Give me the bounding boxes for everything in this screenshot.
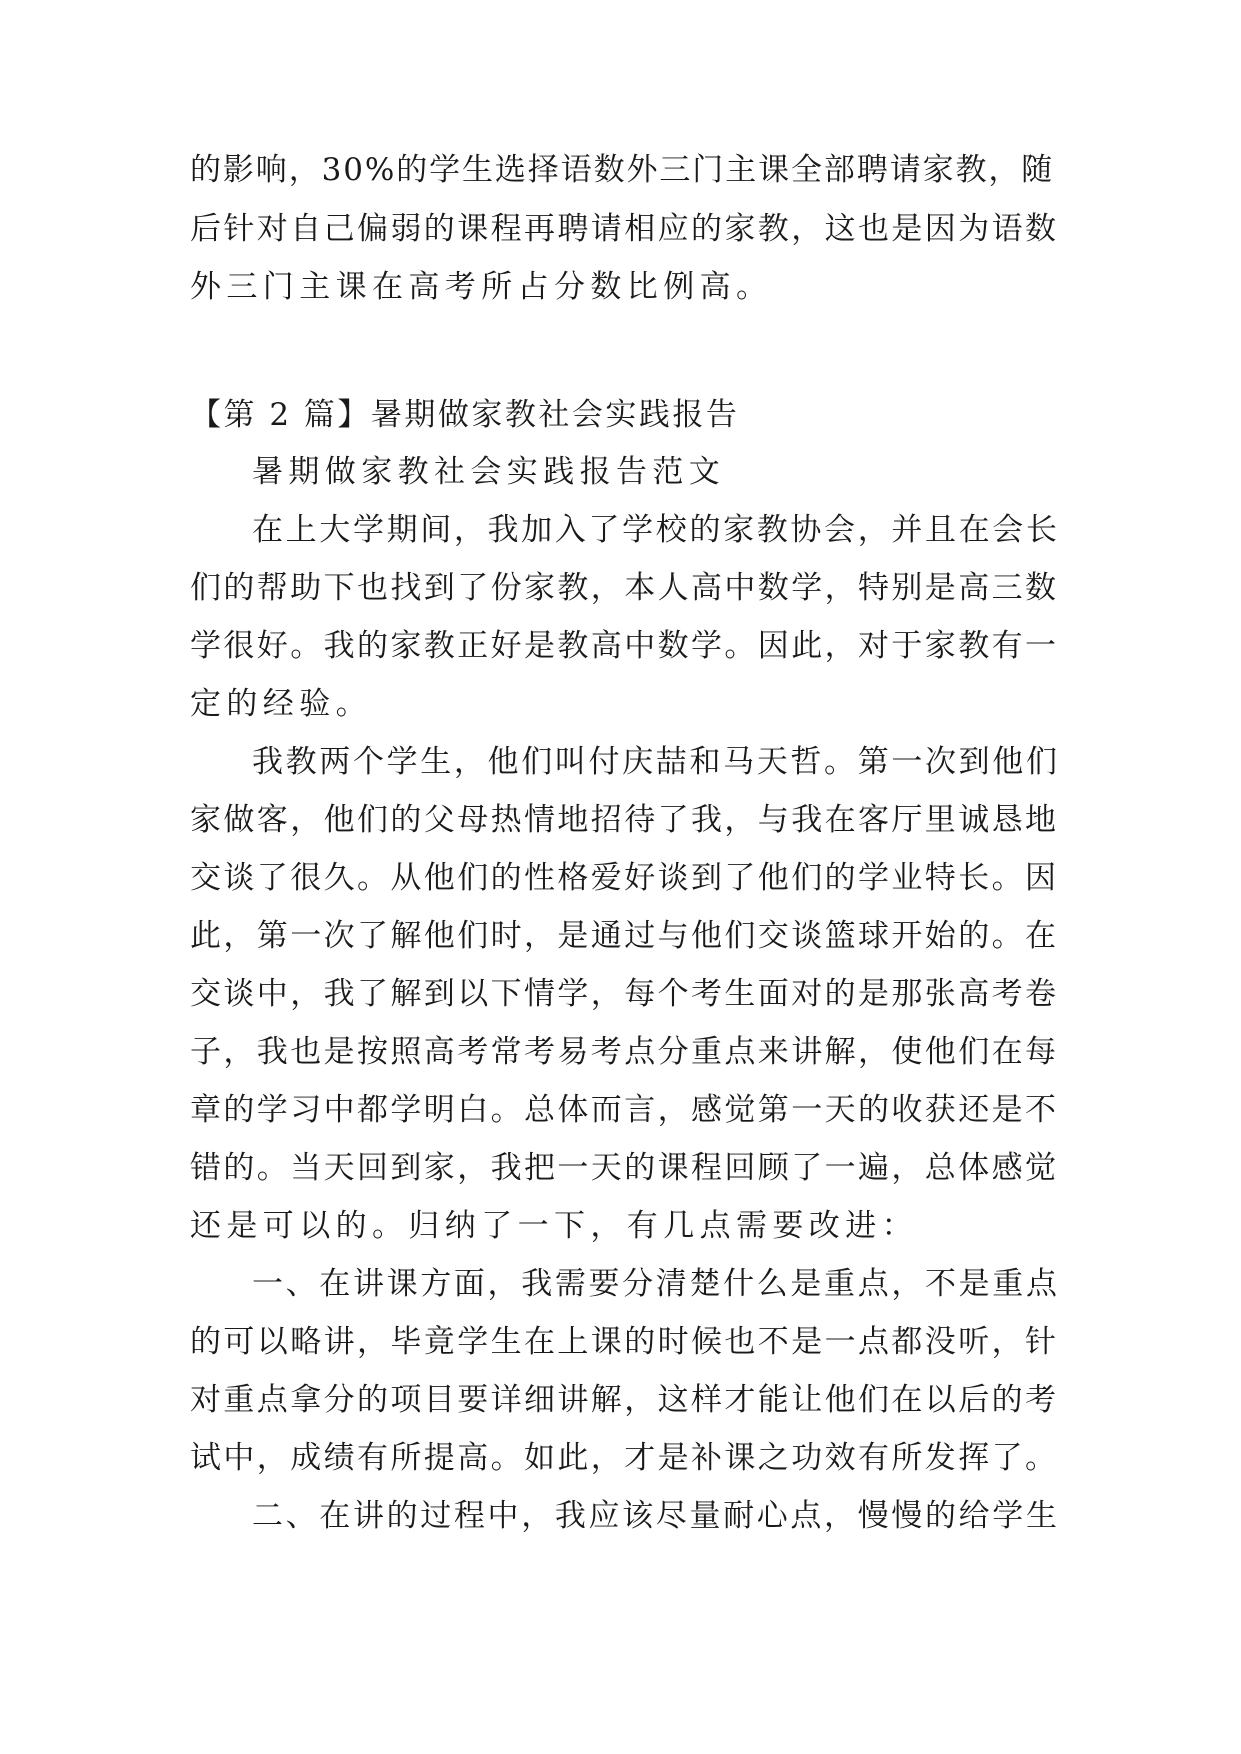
paragraph-line: 子，我也是按照高考常考易考点分重点来讲解，使他们在每: [190, 1034, 1059, 1070]
paragraph-line: 错的。当天回到家，我把一天的课程回顾了一遍，总体感觉: [190, 1150, 1059, 1186]
text-line: 的影响，30%的学生选择语数外三门主课全部聘请家教，随: [190, 152, 1055, 188]
paragraph-line: 学很好。我的家教正好是教高中数学。因此，对于家教有一: [190, 628, 1059, 664]
paragraph-line: 对重点拿分的项目要详细讲解，这样才能让他们在以后的考: [190, 1382, 1059, 1418]
paragraph-line: 在上大学期间，我加入了学校的家教协会，并且在会长: [252, 512, 1060, 548]
paragraph-line: 章的学习中都学明白。总体而言，感觉第一天的收获还是不: [190, 1092, 1059, 1128]
paragraph-line: 交谈中，我了解到以下情学，每个考生面对的是那张高考卷: [190, 976, 1059, 1012]
article-title: 暑期做家教社会实践报告范文: [252, 454, 726, 490]
paragraph-line: 一、在讲课方面，我需要分清楚什么是重点，不是重点: [252, 1266, 1060, 1302]
paragraph-line: 定的经验。: [190, 686, 372, 722]
paragraph-line: 此，第一次了解他们时，是通过与他们交谈篮球开始的。在: [190, 918, 1059, 954]
paragraph-line: 试中，成绩有所提高。如此，才是补课之功效有所发挥了。: [190, 1440, 1059, 1476]
text-line: 后针对自己偏弱的课程再聘请相应的家教，这也是因为语数: [190, 211, 1059, 247]
paragraph-line: 我教两个学生，他们叫付庆喆和马天哲。第一次到他们: [252, 744, 1060, 780]
paragraph-line: 们的帮助下也找到了份家教，本人高中数学，特别是高三数: [190, 570, 1059, 606]
paragraph-line: 家做客，他们的父母热情地招待了我，与我在客厅里诚恳地: [190, 802, 1059, 838]
section-heading: 【第 2 篇】暑期做家教社会实践报告: [190, 397, 740, 433]
paragraph-line: 的可以略讲，毕竟学生在上课的时候也不是一点都没听，针: [190, 1324, 1059, 1360]
paragraph-line: 二、在讲的过程中，我应该尽量耐心点，慢慢的给学生: [252, 1498, 1060, 1534]
paragraph-line: 还是可以的。归纳了一下，有几点需要改进：: [190, 1208, 918, 1244]
text-line: 外三门主课在高考所占分数比例高。: [190, 269, 773, 305]
paragraph-line: 交谈了很久。从他们的性格爱好谈到了他们的学业特长。因: [190, 860, 1059, 896]
